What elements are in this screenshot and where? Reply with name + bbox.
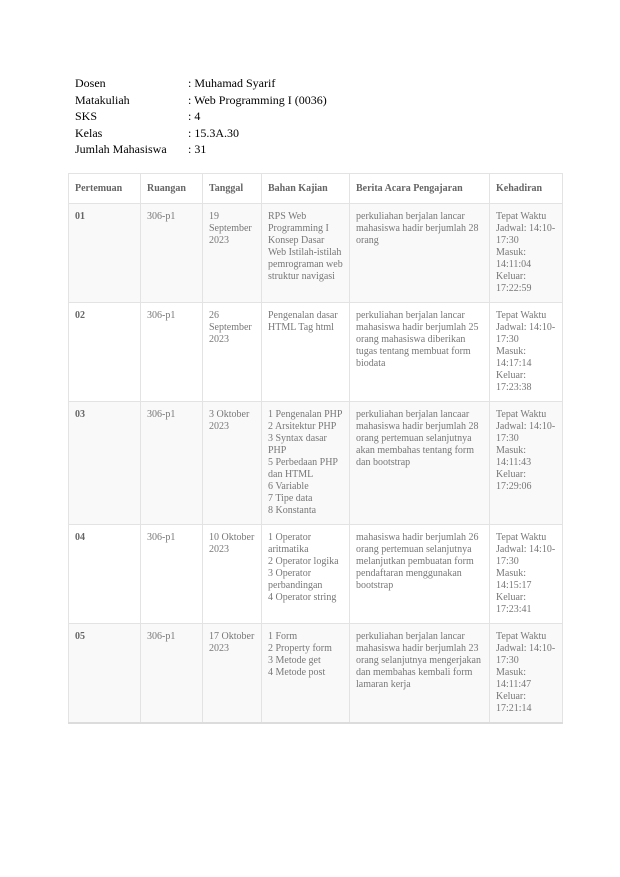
column-header-kehadiran: Kehadiran bbox=[490, 174, 563, 204]
table-row bbox=[69, 402, 563, 525]
info-value: : 15.3A.30 bbox=[188, 125, 239, 140]
info-row-jumlah-mahasiswa bbox=[75, 141, 327, 158]
cell-berita-acara: perkuliahan berjalan lancar mahasiswa hadir berjumlah 28 orang bbox=[350, 204, 490, 303]
cell-berita-acara: mahasiswa hadir berjumlah 26 orang pertemuan selanjutnya melanjutkan pembuatan form pendaftaran menggunakan bootstrap bbox=[350, 525, 490, 624]
info-label: Dosen bbox=[75, 76, 106, 90]
cell-tanggal: 19 September 2023 bbox=[203, 204, 262, 303]
cell-ruangan: 306-p1 bbox=[141, 204, 203, 303]
cell-tanggal: 3 Oktober 2023 bbox=[203, 402, 262, 525]
cell-kehadiran: Tepat Waktu Jadwal: 14:10-17:30 Masuk: 14:11:04 Keluar: 17:22:59 bbox=[490, 204, 563, 303]
column-header-bahan-kajian: Bahan Kajian bbox=[262, 174, 350, 204]
cell-ruangan: 306-p1 bbox=[141, 525, 203, 624]
column-header-pertemuan: Pertemuan bbox=[69, 174, 141, 204]
table-row bbox=[69, 303, 563, 402]
info-label: Jumlah Mahasiswa bbox=[75, 142, 167, 156]
column-header-ruangan: Ruangan bbox=[141, 174, 203, 204]
cell-kehadiran: Tepat Waktu Jadwal: 14:10-17:30 Masuk: 14:15:17 Keluar: 17:23:41 bbox=[490, 525, 563, 624]
cell-bahan-kajian: 1 Operator aritmatika 2 Operator logika 3 Operator perbandingan 4 Operator string bbox=[262, 525, 350, 624]
info-value: : 4 bbox=[188, 109, 201, 123]
cell-kehadiran: Tepat Waktu Jadwal: 14:10-17:30 Masuk: 14:17:14 Keluar: 17:23:38 bbox=[490, 303, 563, 402]
column-header-tanggal: Tanggal bbox=[203, 174, 262, 204]
cell-tanggal: 26 September 2023 bbox=[203, 303, 262, 402]
cell-berita-acara: perkuliahan berjalan lancar mahasiswa hadir berjumlah 25 orang mahasiswa diberikan tugas tentang membuat form biodata bbox=[350, 303, 490, 402]
cell-ruangan: 306-p1 bbox=[141, 402, 203, 525]
cell-berita-acara: perkuliahan berjalan lancaar mahasiswa hadir berjumlah 28 orang pertemuan selanjutnya akan membahas tentang form dan bootstrap bbox=[350, 402, 490, 525]
info-value: : Muhamad Syarif bbox=[188, 76, 276, 90]
cell-tanggal: 17 Oktober 2023 bbox=[203, 624, 262, 724]
table-header-row bbox=[69, 174, 563, 204]
info-row-kelas bbox=[75, 125, 327, 142]
cell-pertemuan: 02 bbox=[69, 303, 141, 402]
cell-bahan-kajian: Pengenalan dasar HTML Tag html bbox=[262, 303, 350, 402]
info-row-matakuliah bbox=[75, 92, 327, 109]
cell-ruangan: 306-p1 bbox=[141, 624, 203, 724]
course-info bbox=[75, 75, 327, 158]
table-row bbox=[69, 204, 563, 303]
cell-bahan-kajian: RPS Web Programming I Konsep Dasar Web Istilah-istilah pemrograman web struktur navigasi bbox=[262, 204, 350, 303]
info-row-dosen bbox=[75, 75, 327, 92]
cell-pertemuan: 01 bbox=[69, 204, 141, 303]
cell-bahan-kajian: 1 Form 2 Property form 3 Metode get 4 Metode post bbox=[262, 624, 350, 724]
cell-ruangan: 306-p1 bbox=[141, 303, 203, 402]
cell-kehadiran: Tepat Waktu Jadwal: 14:10-17:30 Masuk: 14:11:47 Keluar: 17:21:14 bbox=[490, 624, 563, 724]
info-row-sks bbox=[75, 108, 327, 125]
cell-kehadiran: Tepat Waktu Jadwal: 14:10-17:30 Masuk: 14:11:43 Keluar: 17:29:06 bbox=[490, 402, 563, 525]
table-row bbox=[69, 525, 563, 624]
column-header-berita-acara: Berita Acara Pengajaran bbox=[350, 174, 490, 204]
cell-pertemuan: 05 bbox=[69, 624, 141, 724]
attendance-table bbox=[68, 173, 563, 724]
table-row bbox=[69, 624, 563, 724]
info-value: : Web Programming I (0036) bbox=[188, 92, 327, 107]
info-label: SKS bbox=[75, 109, 98, 123]
info-label: Matakuliah bbox=[75, 92, 130, 107]
info-value: : 31 bbox=[188, 142, 207, 156]
attendance-table-wrapper bbox=[68, 173, 562, 724]
info-label: Kelas bbox=[75, 125, 103, 140]
cell-berita-acara: perkuliahan berjalan lancar mahasiswa hadir berjumlah 23 orang selanjutnya mengerjakan dan membahas kembali form lamaran kerja bbox=[350, 624, 490, 724]
cell-pertemuan: 04 bbox=[69, 525, 141, 624]
cell-pertemuan: 03 bbox=[69, 402, 141, 525]
cell-tanggal: 10 Oktober 2023 bbox=[203, 525, 262, 624]
cell-bahan-kajian: 1 Pengenalan PHP 2 Arsitektur PHP 3 Syntax dasar PHP 5 Perbedaan PHP dan HTML 6 Variable 7 Tipe data 8 Konstanta bbox=[262, 402, 350, 525]
